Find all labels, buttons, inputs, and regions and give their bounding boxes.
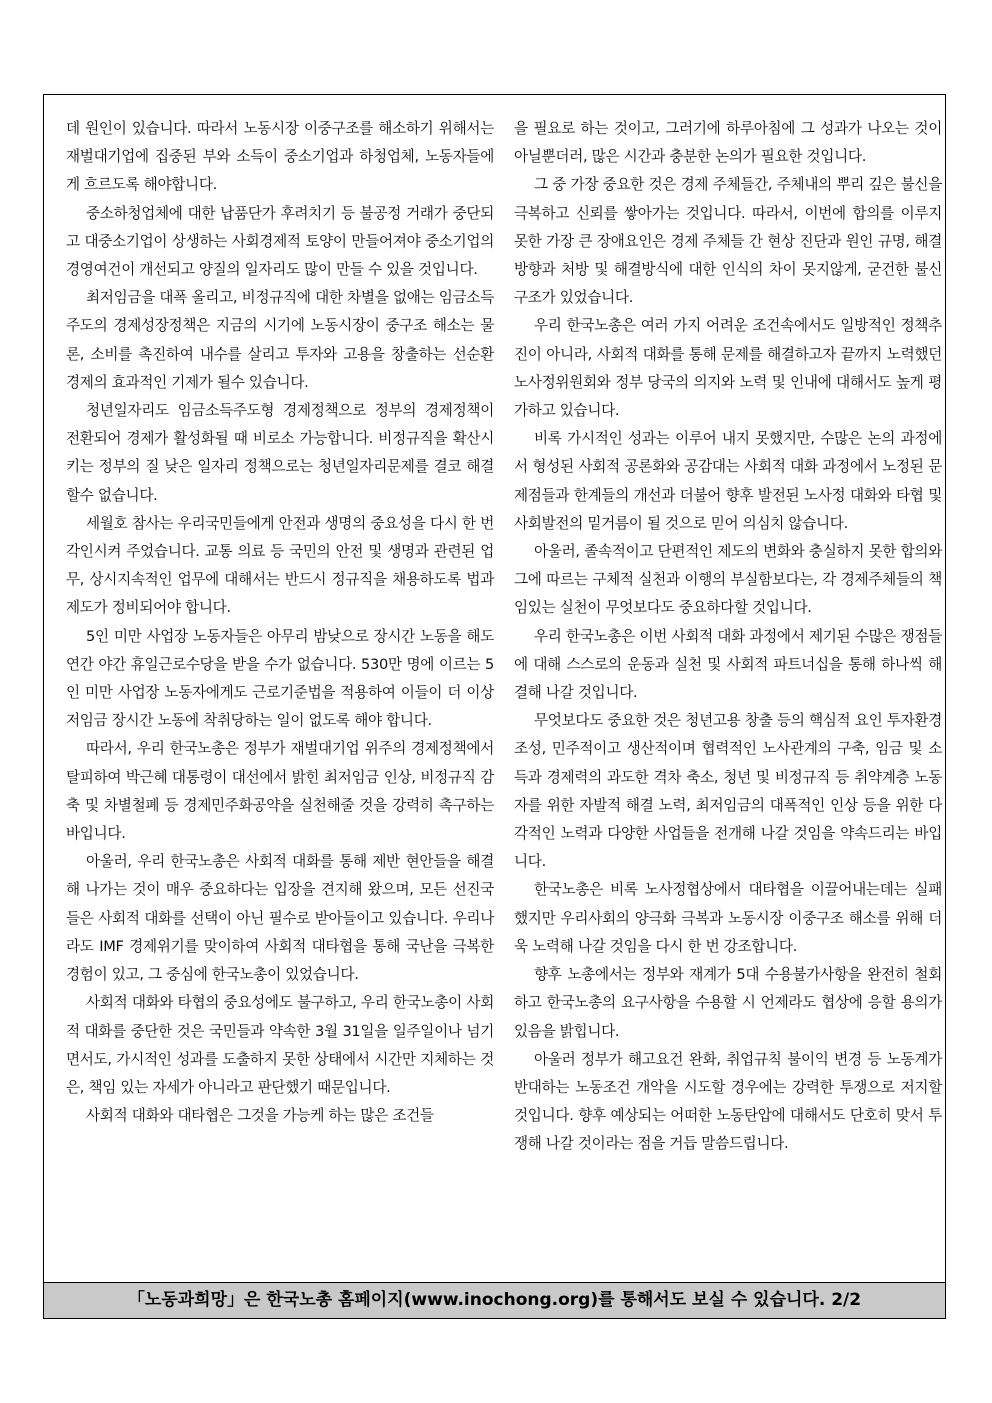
- paragraph: 최저임금을 대폭 올리고, 비정규직에 대한 차별을 없애는 임금소득 주도의 경제성장정책은 지금의 시기에 노동시장이 중구조 해소는 물론, 소비를 촉진하여 내수를 살리고 투자와 고용을 창출하는 선순환 경제의 효과적인 기제가 될수 있습니다.: [66, 289, 494, 391]
- paragraph: 중소하청업체에 대한 납품단가 후려치기 등 불공정 거래가 중단되고 대중소기업이 상생하는 사회경제적 토양이 만들어져야 중소기업의 경영여건이 개선되고 양질의 일자리도 많이 만들 수 있을 것입니다.: [66, 204, 494, 279]
- article-frame: [43, 94, 946, 1319]
- right-column: [514, 115, 942, 1159]
- paragraph: 사회적 대화와 타협의 중요성에도 불구하고, 우리 한국노총이 사회적 대화를 중단한 것은 국민들과 약속한 3월 31일을 일주일이나 넘기면서도, 가시적인 성과를 도출하지 못한 상태에서 시간만 지체하는 것은, 책임 있는 자세가 아니라고 판단했기 때문입니다.: [66, 994, 494, 1096]
- paragraph: 비록 가시적인 성과는 이루어 내지 못했지만, 수많은 논의 과정에서 형성된 사회적 공론화와 공감대는 사회적 대화 과정에서 노정된 문제점들과 한계들의 개선과 더불어 향후 발전된 노사정 대화와 타협 및 사회발전의 밑거름이 될 것으로 믿어 의심치 않습니다.: [514, 430, 942, 532]
- paragraph: 세월호 참사는 우리국민들에게 안전과 생명의 중요성을 다시 한 번 각인시켜 주었습니다. 교통 의료 등 국민의 안전 및 생명과 관련된 업무, 상시지속적인 업무에 대해서는 반드시 정규직을 채용하도록 법과 제도가 정비되어야 합니다.: [66, 514, 494, 617]
- paragraph: 한국노총은 비록 노사정협상에서 대타협을 이끌어내는데는 실패했지만 우리사회의 양극화 극복과 노동시장 이중구조 해소를 위해 더욱 노력해 나갈 것임을 다시 한 번 강조합니다.: [514, 881, 942, 955]
- paragraph: 청년일자리도 임금소득주도형 경제정책으로 정부의 경제정책이 전환되어 경제가 활성화될 때 비로소 가능합니다. 비정규직을 확산시키는 정부의 질 낮은 일자리 정책으로는 청년일자리문제를 결코 해결할수 없습니다.: [66, 402, 494, 504]
- left-column: [66, 115, 494, 1130]
- paragraph: 5인 미만 사업장 노동자들은 아무리 밤낮으로 장시간 노동을 해도 연간 야간 휴일근로수당을 받을 수가 없습니다. 530만 명에 이르는 5인 미만 사업장 노동자에게도 근로기준법을 적용하여 이들이 더 이상 저임금 장시간 노동에 착취당하는 일이 없도록 해야 합니다.: [66, 627, 494, 730]
- footer-banner: 「노동과희망」은 한국노총 홈페이지(www.inochong.org)를 통해서도 보실 수 있습니다. 2/2: [44, 1282, 945, 1318]
- paragraph: 그 중 가장 중요한 것은 경제 주체들간, 주체내의 뿌리 깊은 불신을 극복하고 신뢰를 쌓아가는 것입니다. 따라서, 이번에 합의를 이루지 못한 가장 큰 장애요인은 경제 주체들 간 현상 진단과 원인 규명, 해결방향과 처방 및 해결방식에 대한 인식의 차이 못지않게, 굳건한 불신구조가 있었습니다.: [514, 176, 942, 307]
- paragraph: 따라서, 우리 한국노총은 정부가 재벌대기업 위주의 경제정책에서 탈피하여 박근혜 대통령이 대선에서 밝힌 최저임금 인상, 비정규직 감축 및 차별철폐 등 경제민주화공약을 실천해줄 것을 강력히 촉구하는 바입니다.: [66, 740, 494, 843]
- paragraph: 우리 한국노총은 이번 사회적 대화 과정에서 제기된 수많은 쟁점들에 대해 스스로의 운동과 실천 및 사회적 파트너십을 통해 하나씩 해결해 나갈 것입니다.: [514, 627, 942, 702]
- paragraph: 우리 한국노총은 여러 가지 어려운 조건속에서도 일방적인 정책추진이 아니라, 사회적 대화를 통해 문제를 해결하고자 끝까지 노력했던 노사정위원회와 정부 당국의 의지와 노력 및 인내에 대해서도 높게 평가하고 있습니다.: [514, 317, 942, 420]
- paragraph: 아울러 정부가 해고요건 완화, 취업규칙 불이익 변경 등 노동계가 반대하는 노동조건 개악을 시도할 경우에는 강력한 투쟁으로 저지할 것입니다. 향후 예상되는 어떠한 노동탄압에 대해서도 단호히 맞서 투쟁해 나갈 것이라는 점을 거듭 말씀드립니다.: [514, 1050, 942, 1153]
- paragraph: 향후 노총에서는 정부와 재계가 5대 수용불가사항을 완전히 철회하고 한국노총의 요구사항을 수용할 시 언제라도 협상에 응할 용의가 있음을 밝힙니다.: [514, 966, 942, 1040]
- paragraph: 사회적 대화와 대타협은 그것을 가능케 하는 많은 조건들: [86, 1107, 434, 1125]
- paragraph: 을 필요로 하는 것이고, 그러기에 하루아침에 그 성과가 나오는 것이 아닐뿐더러, 많은 시간과 충분한 논의가 필요한 것입니다.: [514, 120, 942, 166]
- paragraph: 아울러, 졸속적이고 단편적인 제도의 변화와 충실하지 못한 합의와 그에 따르는 구체적 실천과 이행의 부실함보다는, 각 경제주체들의 책임있는 실천이 무엇보다도 중요하다할 것입니다.: [514, 543, 942, 617]
- paragraph: 데 원인이 있습니다. 따라서 노동시장 이중구조를 해소하기 위해서는 재벌대기업에 집중된 부와 소득이 중소기업과 하청업체, 노동자들에게 흐르도록 해야합니다.: [66, 120, 494, 194]
- paragraph: 아울러, 우리 한국노총은 사회적 대화를 통해 제반 현안들을 해결해 나가는 것이 매우 중요하다는 입장을 견지해 왔으며, 모든 선진국들은 사회적 대화를 선택이 아닌 필수로 받아들이고 있습니다. 우리나라도 IMF 경제위기를 맞이하여 사회적 대타협을 통해 국난을 극복한 경험이 있고, 그 중심에 한국노총이 있었습니다.: [66, 853, 494, 984]
- paragraph: 무엇보다도 중요한 것은 청년고용 창출 등의 핵심적 요인 투자환경 조성, 민주적이고 생산적이며 협력적인 노사관계의 구축, 임금 및 소득과 경제력의 과도한 격차 축소, 청년 및 비정규직 등 취약계층 노동자를 위한 자발적 해결 노력, 최저임금의 대폭적인 인상 등을 위한 다각적인 노력과 다양한 사업들을 전개해 나갈 것임을 약속드리는 바입니다.: [514, 712, 942, 871]
